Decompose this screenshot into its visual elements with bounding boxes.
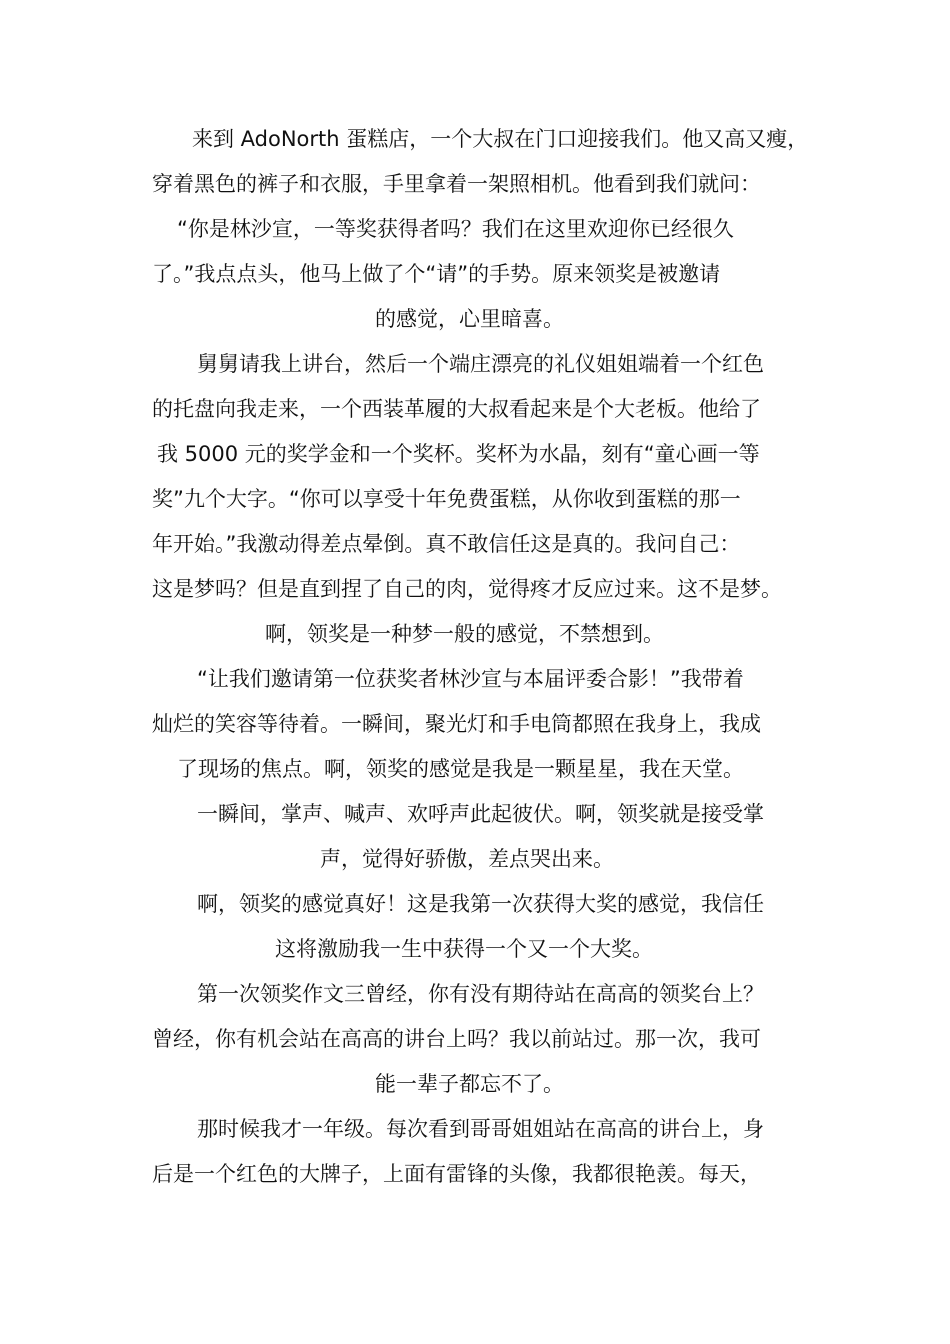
text-line: 穿着黑色的裤子和衣服，手里拿着一架照相机。他看到我们就问： (152, 172, 761, 196)
text-line: 舅舅请我上讲台，然后一个端庄漂亮的礼仪姐姐端着一个红色 (197, 352, 764, 376)
text-line: 的托盘向我走来，一个西装革履的大叔看起来是个大老板。他给了 (152, 397, 761, 421)
text-line: 了。”我点点头，他马上做了个“请”的手势。原来领奖是被邀请 (152, 262, 721, 286)
text-line: 后是一个红色的大牌子，上面有雷锋的头像，我都很艳羡。每天， (152, 1162, 761, 1186)
text-line: 奖”九个大字。“你可以享受十年免费蛋糕，从你收到蛋糕的那一 (152, 487, 741, 511)
text-line: “你是林沙宣，一等奖获得者吗？我们在这里欢迎你已经很久 (177, 217, 734, 241)
text-line: 啊，领奖的感觉真好！这是我第一次获得大奖的感觉，我信任 (197, 892, 764, 916)
text-line: 这将激励我一生中获得一个又一个大奖。 (275, 937, 653, 961)
text-line: 那时候我才一年级。每次看到哥哥姐姐站在高高的讲台上，身 (197, 1117, 764, 1141)
text-line: 第一次领奖作文三曾经，你有没有期待站在高高的领奖台上？ (197, 982, 764, 1006)
text-line: 能一辈子都忘不了。 (375, 1072, 564, 1096)
text-line: 这是梦吗？但是直到捏了自己的肉，觉得疼才反应过来。这不是梦。 (152, 577, 782, 601)
text-line: 年开始。”我激动得差点晕倒。真不敢信任这是真的。我问自己： (152, 532, 741, 556)
text-line: 曾经，你有机会站在高高的讲台上吗？我以前站过。那一次，我可 (152, 1027, 761, 1051)
text-line: 啊，领奖是一种梦一般的感觉，不禁想到。 (265, 622, 664, 646)
text-line: 灿烂的笑容等待着。一瞬间，聚光灯和手电筒都照在我身上，我成 (152, 712, 761, 736)
text-line: 一瞬间，掌声、喊声、欢呼声此起彼伏。啊，领奖就是接受掌 (197, 802, 764, 826)
text-line: 了现场的焦点。啊，领奖的感觉是我是一颗星星，我在天堂。 (177, 757, 744, 781)
text-line: 声，觉得好骄傲，差点哭出来。 (320, 847, 614, 871)
text-line: 我 5000 元的奖学金和一个奖杯。奖杯为水晶，刻有“童心画一等 (157, 442, 760, 466)
text-line: “让我们邀请第一位获奖者林沙宣与本届评委合影！”我带着 (197, 667, 744, 691)
text-line: 的感觉，心里暗喜。 (375, 307, 564, 331)
text-line: 来到 AdoNorth 蛋糕店，一个大叔在门口迎接我们。他又高又瘦， (192, 127, 809, 151)
